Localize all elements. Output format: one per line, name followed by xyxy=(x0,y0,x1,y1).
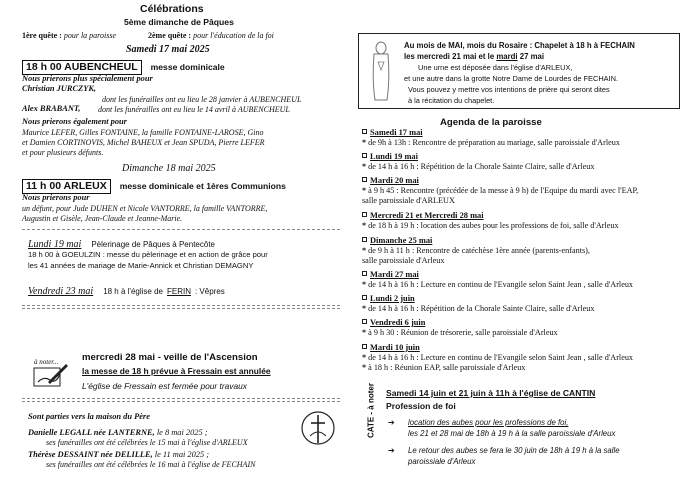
rosary-line-2a: les mercredi 21 mai et le xyxy=(404,52,495,61)
friday-text-2: : Vêpres xyxy=(194,287,225,296)
asterisk-icon: * xyxy=(362,162,369,171)
square-bullet-icon xyxy=(362,237,367,242)
agenda-day-label: Mardi 10 juin xyxy=(370,343,420,352)
friday-date: Vendredi 23 mai xyxy=(28,286,94,297)
cate-label-box xyxy=(358,376,380,452)
agenda-text xyxy=(362,304,674,314)
square-bullet-icon xyxy=(362,129,367,134)
agenda-text-content: de 14 h à 16 h : Répétition de la Chorale Sainte Claire, salle d'Arleux xyxy=(368,162,595,171)
monday-line-1: 18 h 00 à GOEULZIN : messe du pèlerinage et en action de grâce pour xyxy=(28,250,268,259)
agenda-text xyxy=(362,246,674,256)
quete2-text: pour l'éducation de la foi xyxy=(193,31,274,40)
deceased-2-date: le 11 mai 2025 ; xyxy=(154,450,210,459)
saturday-funeral-2: dont les funérailles ont eu lieu le 14 avril à AUBENCHEUL xyxy=(98,105,290,114)
agenda-day-label: Vendredi 6 juin xyxy=(370,318,426,327)
agenda-text xyxy=(362,353,674,363)
quete1-text: pour la paroisse xyxy=(63,31,116,40)
asterisk-icon: * xyxy=(362,221,369,230)
agenda-item xyxy=(362,128,674,148)
agenda-day xyxy=(362,318,674,328)
cate-bullet-1-marker: ➔ xyxy=(388,418,395,427)
cate-bullet-2a: Le retour des aubes se fera le 30 juin de 18h à 19 h à la salle xyxy=(408,446,620,455)
saturday-list-2: et Damien CORTINOVIS, Michel BAHEUX et Jean SPUDA, Pierre LEFER xyxy=(22,138,265,147)
divider xyxy=(22,305,340,306)
quete1-label: 1ère quête : xyxy=(22,31,62,40)
sunday-mass xyxy=(22,176,286,194)
rosary-line-1: Au mois de MAI, mois du Rosaire : Chapelet à 18 h à FECHAIN xyxy=(404,41,635,50)
cate-subtitle: Profession de foi xyxy=(386,401,456,411)
agenda-day xyxy=(362,176,674,186)
agenda-text-content: à 9 h 45 : Rencontre (précédée de la messe à 9 h) de l'Equipe du mardi avec l'EAP, xyxy=(368,186,639,195)
agenda-text xyxy=(362,138,674,148)
saturday-pray-heading-2: Nous prierons également pour xyxy=(22,117,127,126)
cate-bullet-2b: paroissiale d'Arleux xyxy=(408,457,476,466)
rosary-line-2 xyxy=(404,52,544,61)
note-line-1: la messe de 18 h prévue à Fressain est annulée xyxy=(82,366,271,376)
square-bullet-icon xyxy=(362,153,367,158)
friday-text-1: 18 h à l'église de xyxy=(103,287,163,296)
agenda-text-continued: salle paroissiale d'ARLEUX xyxy=(362,196,455,205)
agenda-day xyxy=(362,152,674,162)
sunday-date: Dimanche 18 mai 2025 xyxy=(122,163,216,174)
agenda-title: Agenda de la paroisse xyxy=(440,117,542,128)
cate-bullet-2-marker: ➔ xyxy=(388,446,395,455)
rosary-line-4: et une autre dans la grotte Notre Dame de Lourdes de FECHAIN. xyxy=(404,74,619,83)
sunday-mass-label: messe dominicale et 1ères Communions xyxy=(119,181,286,191)
agenda-text-continued: salle paroissiale d'Arleux xyxy=(362,256,445,265)
deceased-2-name: Thérèse DESSAINT née DELILLE, xyxy=(28,450,153,459)
friday-heading xyxy=(28,281,225,299)
agenda-text xyxy=(362,328,674,338)
agenda-day xyxy=(362,270,674,280)
saturday-list-1: Maurice LEFER, Gilles FONTAINE, la famille FONTAINE-LAROSE, Gino xyxy=(22,128,264,137)
asterisk-icon: * xyxy=(362,328,369,337)
divider xyxy=(22,308,340,309)
agenda-day-label: Lundi 19 mai xyxy=(370,152,418,161)
saturday-funeral-1: dont les funérailles ont eu lieu le 28 janvier à AUBENCHEUL xyxy=(102,95,302,104)
agenda-text-content: de 14 h à 16 h : Lecture en continu de l'Evangile selon Saint Jean , salle d'Arleux xyxy=(368,353,634,362)
agenda-item xyxy=(362,270,674,290)
cate-label: CATE - à noter xyxy=(366,383,376,438)
agenda-text-content: de 14 h à 16 h : Répétition de la Chorale Sainte Claire, salle d'Arleux xyxy=(368,304,595,313)
agenda-day xyxy=(362,236,674,246)
asterisk-icon: * xyxy=(362,363,369,372)
square-bullet-icon xyxy=(362,295,367,300)
agenda-day-label: Mardi 27 mai xyxy=(370,270,419,279)
note-line-2: L'église de Fressain est fermée pour travaux xyxy=(82,381,247,391)
agenda-text-content: à 9 h 30 : Réunion de trésorerie, salle paroissiale d'Arleux xyxy=(368,328,558,337)
friday-place: FERIN xyxy=(166,287,191,296)
deceased-1-name: Danielle LEGALL née LANTERNE, xyxy=(28,428,155,437)
sunday-pray-heading: Nous prierons pour xyxy=(22,193,90,202)
agenda-text-content: de 9h à 13h : Rencontre de préparation au mariage, salle paroissiale d'Arleux xyxy=(368,138,620,147)
deceased-2-line: ses funérailles ont été célébrées le 16 mai à l'église de FECHAIN xyxy=(46,460,256,469)
deceased-1 xyxy=(28,428,208,438)
saturday-pray-heading: Nous prierons plus spécialement pour xyxy=(22,74,153,83)
sunday-list-2: Augustin et Gisèle, Jean-Claude et Jeanne-Marie. xyxy=(22,214,183,223)
celebrations-subtitle: 5ème dimanche de Pâques xyxy=(124,17,234,27)
agenda-day-label: Mardi 20 mai xyxy=(370,176,419,185)
asterisk-icon: * xyxy=(362,138,369,147)
agenda-item xyxy=(362,318,674,338)
asterisk-icon: * xyxy=(362,186,369,195)
deceased-1-line: ses funérailles ont été célébrées le 15 mai à l'église d'ARLEUX xyxy=(46,438,248,447)
saturday-mass xyxy=(22,57,225,75)
agenda-day-label: Dimanche 25 mai xyxy=(370,236,433,245)
saturday-name-1: Christian JURCZYK, xyxy=(22,84,97,93)
agenda-day-label: Lundi 2 juin xyxy=(370,294,415,303)
agenda-item xyxy=(362,343,674,373)
agenda-text xyxy=(362,280,674,290)
agenda-item xyxy=(362,236,674,266)
agenda-text-content: de 18 h à 19 h : location des aubes pour les professions de foi, salle d'Arleux xyxy=(368,221,619,230)
monday-line-2: les 41 années de mariage de Marie-Annick et Christian DEMAGNY xyxy=(28,261,254,270)
saturday-list-3: et pour plusieurs défunts. xyxy=(22,148,104,157)
square-bullet-icon xyxy=(362,319,367,324)
pen-note-icon xyxy=(32,362,70,390)
agenda-item xyxy=(362,152,674,172)
agenda-text-content: de 14 h à 16 h : Lecture en continu de l'Evangile selon Saint Jean , salle d'Arleux xyxy=(368,280,634,289)
agenda-day xyxy=(362,343,674,353)
square-bullet-icon xyxy=(362,177,367,182)
saturday-mass-label: messe dominicale xyxy=(150,62,225,72)
agenda-text xyxy=(362,221,674,231)
virgin-mary-icon xyxy=(370,40,392,102)
agenda-text xyxy=(362,186,674,196)
asterisk-icon: * xyxy=(362,353,369,362)
agenda-day-label: Samedi 17 mai xyxy=(370,128,423,137)
cate-title: Samedi 14 juin et 21 juin à 11h à l'église de CANTIN xyxy=(386,388,596,398)
divider xyxy=(22,229,340,230)
agenda-day-label: Mercredi 21 et Mercredi 28 mai xyxy=(370,211,484,220)
agenda-text xyxy=(362,363,674,373)
divider xyxy=(22,401,340,402)
saturday-time-place: 18 h 00 AUBENCHEUL xyxy=(22,60,142,75)
celebrations-title: Célébrations xyxy=(140,3,204,15)
asterisk-icon: * xyxy=(362,280,369,289)
agenda-day xyxy=(362,294,674,304)
quete2-label: 2ème quête : xyxy=(148,31,192,40)
agenda-text-content: à 18 h : Réunion EAP, salle paroissiale d'Arleux xyxy=(368,363,526,372)
agenda-day xyxy=(362,211,674,221)
agenda-item xyxy=(362,176,674,206)
note-label: à noter... xyxy=(34,358,59,366)
monday-title: Pèlerinage de Pâques à Pentecôte xyxy=(91,240,215,249)
square-bullet-icon xyxy=(362,271,367,276)
cate-bullet-1b: les 21 et 28 mai de 18h à 19 h à la salle paroissiale d'Arleux xyxy=(408,429,616,438)
deceased-2 xyxy=(28,450,209,460)
saturday-name-2: Alex BRABANT, xyxy=(22,104,81,113)
rosary-line-2b: mardi xyxy=(496,52,518,61)
asterisk-icon: * xyxy=(362,246,369,255)
deceased-1-date: le 8 mai 2025 ; xyxy=(156,428,208,437)
monday-date: Lundi 19 mai xyxy=(28,239,82,250)
divider xyxy=(22,398,340,399)
saturday-date: Samedi 17 mai 2025 xyxy=(126,44,210,55)
asterisk-icon: * xyxy=(362,304,369,313)
square-bullet-icon xyxy=(362,344,367,349)
cross-emblem-icon xyxy=(300,408,336,448)
rosary-line-2c: 27 mai xyxy=(519,52,545,61)
sunday-time-place: 11 h 00 ARLEUX xyxy=(22,179,111,194)
sunday-list-1: un défunt, pour Jude DUHEN et Nicole VANTORRE, la famille VANTORRE, xyxy=(22,204,268,213)
quete-line xyxy=(22,31,274,41)
agenda-item xyxy=(362,294,674,314)
square-bullet-icon xyxy=(362,212,367,217)
rosary-line-3: Une urne est déposée dans l'église d'ARLEUX, xyxy=(418,63,573,72)
cate-bullet-1a: location des aubes pour les professions de foi, xyxy=(408,418,569,427)
rosary-line-5: Vous pouvez y mettre vos intentions de prière qui seront dites xyxy=(408,85,610,94)
note-title: mercredi 28 mai - veille de l'Ascension xyxy=(82,352,258,363)
deceased-title: Sont parties vers la maison du Père xyxy=(28,412,150,421)
rosary-line-6: à la récitation du chapelet. xyxy=(408,96,495,105)
agenda-item xyxy=(362,211,674,231)
agenda-text xyxy=(362,162,674,172)
agenda-day xyxy=(362,128,674,138)
agenda-text-content: de 9 h à 11 h : Rencontre de catéchèse 1ère année (parents-enfants), xyxy=(368,246,590,255)
